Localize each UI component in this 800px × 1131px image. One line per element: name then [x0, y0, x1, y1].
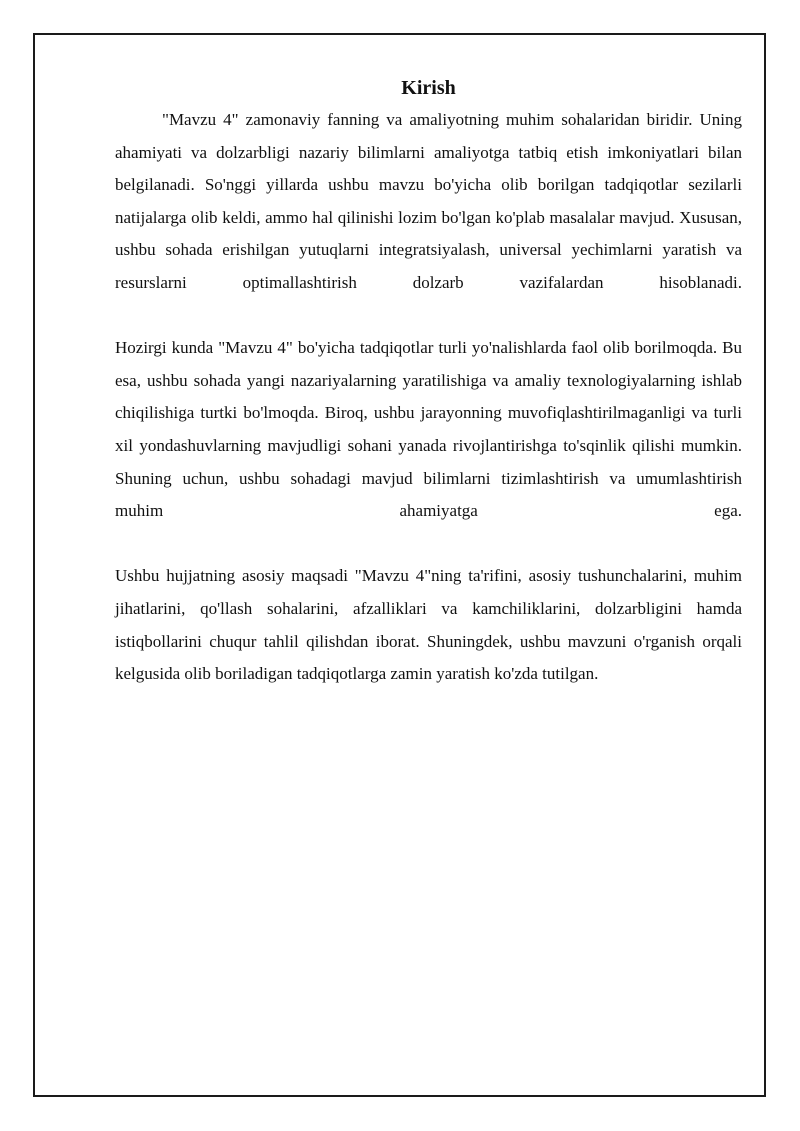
paragraph-spacer	[115, 528, 742, 561]
document-title: Kirish	[401, 77, 456, 99]
paragraph-3: Ushbu hujjatning asosiy maqsadi "Mavzu 4"ning ta'rifini, asosiy tushunchalarini, muhim jihatlarini, qo'llash sohalarini, afzalliklari va kamchiliklarini, dolzarbligini hamda istiqbollarini chuqur tahlil qilishdan iborat. Shuningdek, ushbu mavzuni o'rganish orqali kelgusida olib boriladigan tadqiqotlarga zamin yaratish ko'zda tutilgan.	[115, 566, 742, 684]
document-body	[115, 76, 742, 691]
paragraph-spacer	[115, 300, 742, 333]
paragraph-2: Hozirgi kunda "Mavzu 4" bo'yicha tadqiqotlar turli yo'nalishlarda faol olib borilmoqda. Bu esa, ushbu sohada yangi nazariyalarning yaratilishiga va amaliy texnologiyalarning ishlab chiqilishiga turtki bo'lmoqda. Biroq, ushbu jarayonning muvofiqlashtirilmaganligi va turli xil yondashuvlarning mavjudligi sohani yanada rivojlantirishga to'sqinlik qilishi mumkin. Shuning uchun, ushbu sohadagi mavjud bilimlarni tizimlashtirish va umumlashtirish muhim ahamiyatga ega.	[115, 338, 742, 521]
paragraph-1: "Mavzu 4" zamonaviy fanning va amaliyotning muhim sohalaridan biridir. Uning ahamiyati va dolzarbligi nazariy bilimlarni amaliyotga tatbiq etish imkoniyatlari bilan belgilanadi. So'nggi yillarda ushbu mavzu bo'yicha olib borilgan tadqiqotlar sezilarli natijalarga olib keldi, ammo hal qilinishi lozim bo'lgan ko'plab masalalar mavjud. Xususan, ushbu sohada erishilgan yutuqlarni integratsiyalash, universal yechimlarni yaratish va resurslarni optimallashtirish dolzarb vazifalardan hisoblanadi.	[115, 110, 742, 292]
